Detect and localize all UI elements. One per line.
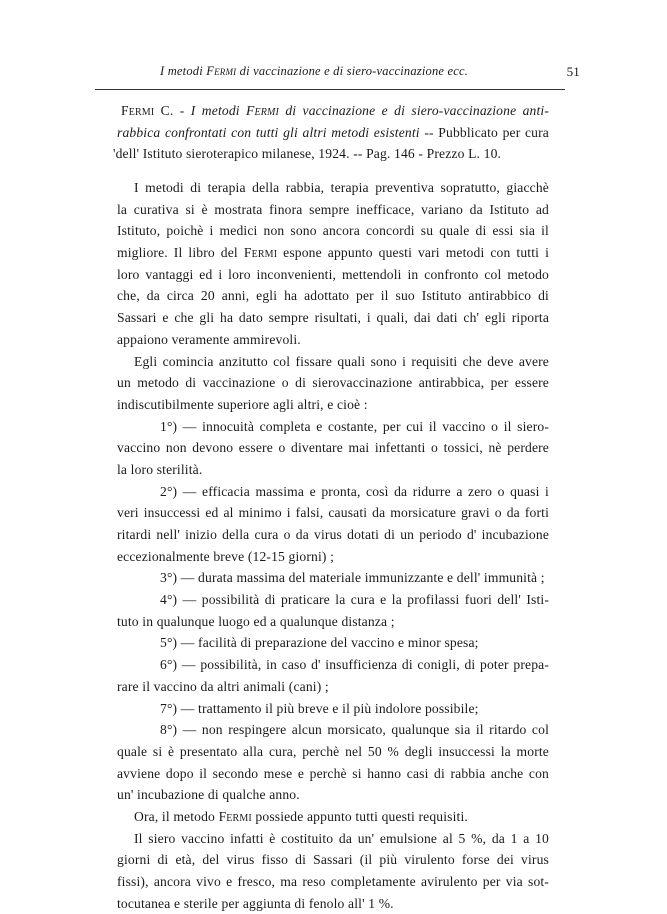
header-rule [95, 89, 565, 90]
list-item: rare il vaccino da altri animali (cani) ; [117, 678, 329, 694]
list-item: 4°) — possibilità di praticare la cura e la profilassi fuori dell' Isti- [160, 592, 549, 608]
list-item: quale si è presentato alla cura, perchè nel 50 % degli insuccessi la morte [117, 743, 549, 759]
list-item: 7°) — trattamento il più breve e il più indolore possibile; [160, 700, 479, 716]
review-line-3: 'dell' Istituto sieroterapico milanese, 1924. -- Pag. 146 - Prezzo L. 10. [113, 146, 502, 162]
list-item: 5°) — facilità di preparazione del vaccino e minor spesa; [160, 635, 479, 651]
paragraph-line: loro vantaggi ed i loro inconvenienti, mettendoli in confronto col metodo [117, 266, 549, 282]
list-item: la loro sterilità. [117, 461, 203, 477]
list-item: veri insuccessi ed al minimo i falsi, causati da morsicature gravi o da forti [117, 505, 549, 521]
list-item: 6°) — possibilità, in caso d' insufficienza di conigli, di poter prepa- [160, 657, 549, 673]
paragraph-line: I metodi di terapia della rabbia, terapia preventiva sopratutto, giacchè [134, 180, 549, 195]
paragraph-line: la curativa si è mostrata finora sempre inefficace, variano da Istituto ad [117, 201, 549, 217]
paragraph-line: un metodo di vaccinazione o di sierovaccinazione antirabbica, per essere [117, 375, 549, 391]
list-item: 8°) — non respingere alcun morsicato, qualunque sia il ritardo col [160, 722, 549, 738]
list-item: vaccino non devono essere o diventare mai infettanti o tossici, nè perdere [117, 440, 549, 456]
running-header [110, 64, 580, 82]
list-item: un' incubazione di qualche anno. [117, 787, 300, 803]
list-item: avviene dopo il secondo mese e perchè si hanno casi di rabbia anche con [117, 765, 549, 781]
paragraph-line: giorni di età, del virus fisso di Sassari (il più virulento forse dei virus [117, 852, 549, 868]
list-item: 3°) — durata massima del materiale immunizzante e dell' immunità ; [160, 570, 545, 586]
running-title: I metodi Fermi di vaccinazione e di siero-vaccinazione ecc. [160, 64, 469, 78]
paragraph-line: indiscutibilmente superiore agli altri, e cioè : [117, 396, 368, 412]
paragraph-line: Istituto, poichè i medici non sono ancora concordi su quale di essi sia il [117, 223, 549, 239]
review-line-2: rabbica confrontati con tutti gli altri metodi esistenti -- Pubblicato per cura [117, 124, 549, 140]
paragraph-line: fissi), ancora vivo e fresco, ma reso completamente avirulento per via sot- [117, 874, 549, 889]
paragraph-line: che, da circa 20 anni, egli ha adottato per il suo Istituto antirabbico di [117, 288, 549, 304]
review-line-1: Fermi C. - I metodi Fermi di vaccinazione e di siero-vaccinazione anti- [121, 103, 549, 118]
paragraph-line: Ora, il metodo Fermi possiede appunto tutti questi requisiti. [134, 808, 468, 824]
page-number: 51 [566, 64, 580, 79]
list-item: 2°) — efficacia massima e pronta, così da ridurre a zero o quasi i [160, 483, 549, 499]
list-item: ritardi nell' inizio della cura o da virus dotati di un periodo d' incubazione [117, 527, 549, 542]
list-item: eccezionalmente breve (12-15 giorni) ; [117, 548, 335, 564]
list-item: 1°) — innocuità completa e costante, per cui il vaccino o il siero- [160, 418, 549, 434]
review-citation [113, 100, 549, 165]
body-text [117, 172, 549, 914]
paragraph-line: appaiono veramente ammirevoli. [117, 331, 301, 347]
list-item: tuto in qualunque luogo ed a qualunque distanza ; [117, 613, 395, 629]
paragraph-line: migliore. Il libro del Fermi espone appunto questi vari metodi con tutti i [117, 245, 549, 261]
paragraph-line: Il siero vaccino infatti è costituito da un' emulsione al 5 %, da 1 a 10 [134, 830, 549, 846]
paragraph-line: Egli comincia anzitutto col fissare quali sono i requisiti che deve avere [134, 353, 549, 369]
paragraph-line: tocutanea e sterile per aggiunta di fenolo all' 1 %. [117, 895, 394, 911]
paragraph-line: Sassari e che gli ha dato sempre risultati, i quali, dai dati ch' egli riporta [117, 310, 549, 326]
